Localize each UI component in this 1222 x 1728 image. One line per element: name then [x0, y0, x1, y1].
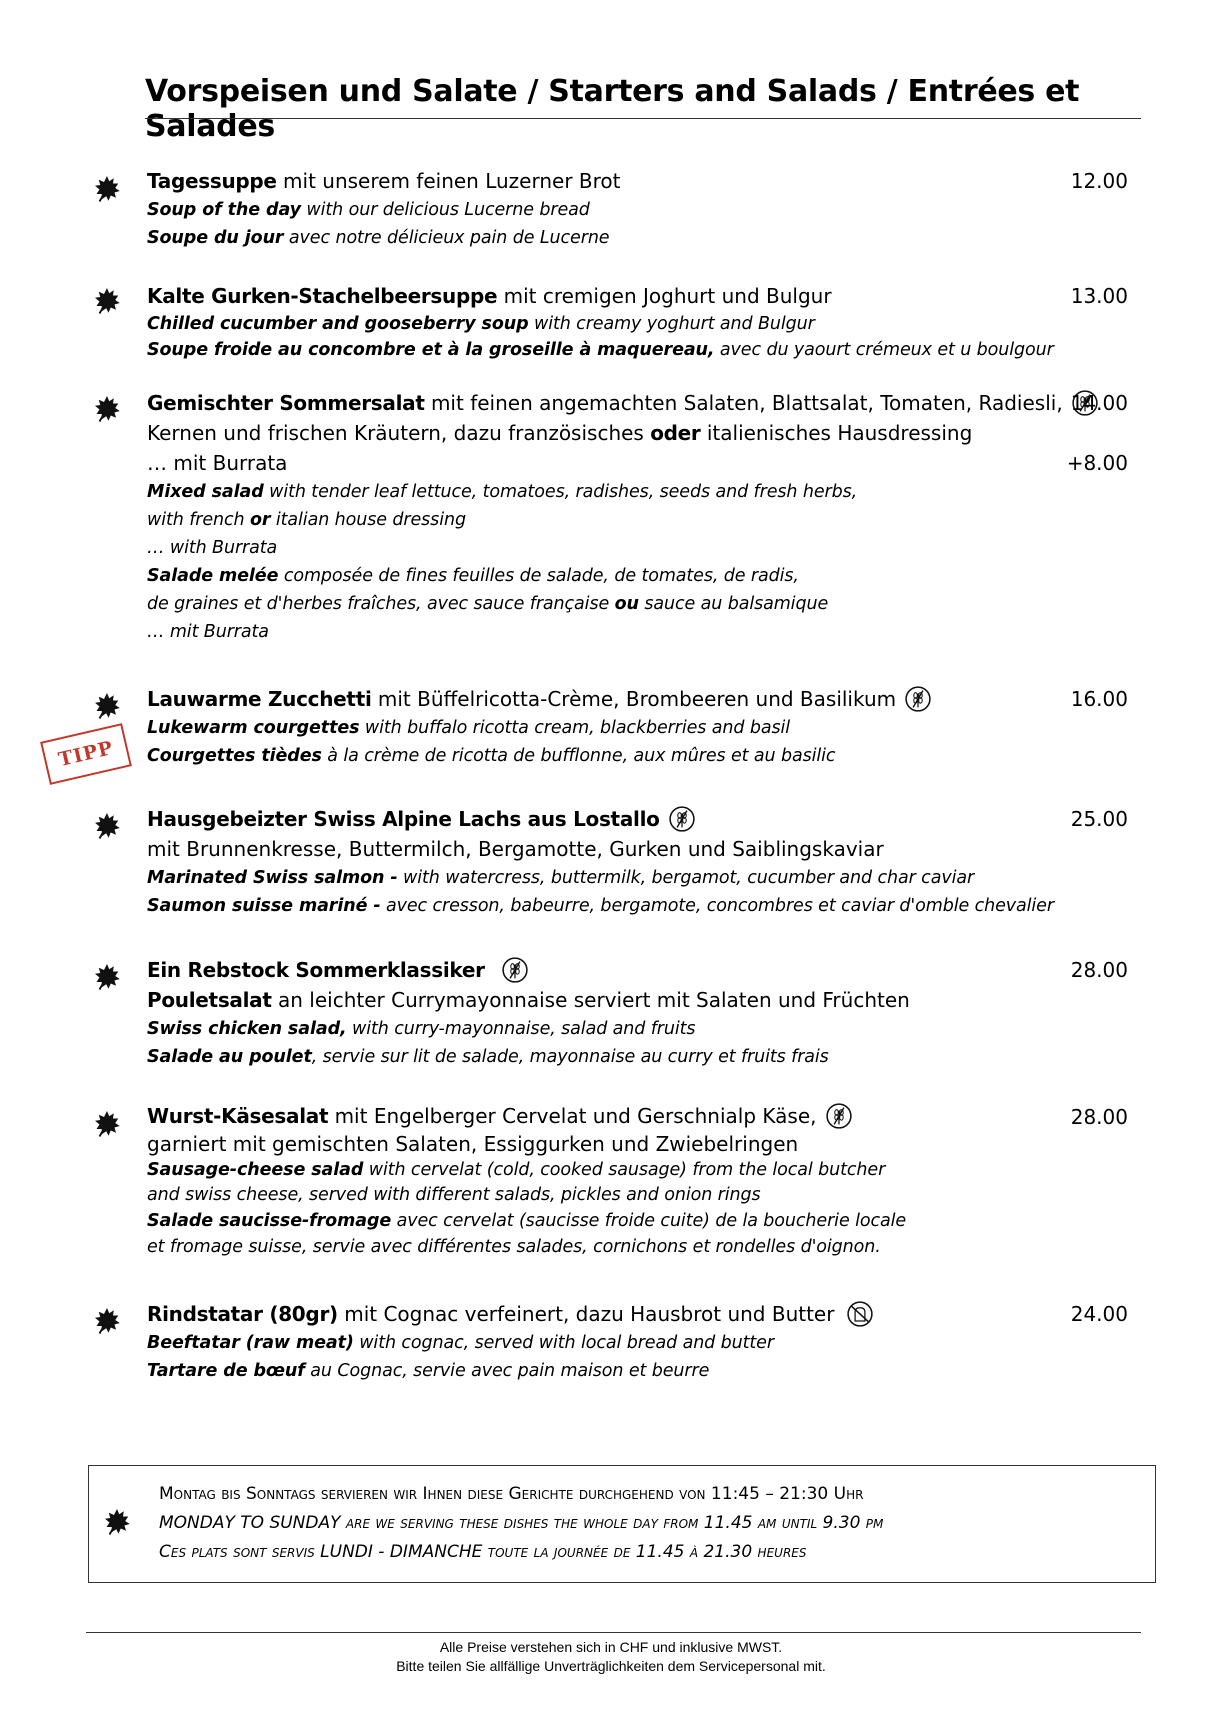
- dish-name-de: Hausgebeizter Swiss Alpine Lachs aus Lostallo: [147, 807, 660, 831]
- dish-desc-de: mit cremigen Joghurt und Bulgur: [497, 284, 832, 308]
- dish-name-de: Rindstatar (80gr): [147, 1302, 338, 1326]
- dish-desc-de: mit Cognac verfeinert, dazu Hausbrot und Butter: [337, 1302, 835, 1326]
- dish-name-fr: Soupe froide au concombre et à la groseille à maquereau,: [147, 340, 715, 360]
- dish-desc-fr-line2: de graines et d'herbes fraîches, avec sauce française: [147, 594, 615, 614]
- dish-price-extra: +8.00: [1066, 451, 1128, 475]
- dish-desc-de-line2-end: italienisches Hausdressing: [700, 421, 973, 445]
- gluten-free-icon: [668, 805, 696, 833]
- dish-name-en: Beeftatar (raw meat): [147, 1333, 354, 1353]
- page-title: Vorspeisen und Salate / Starters and Salads / Entrées et Salades: [145, 74, 1080, 144]
- dish-name-en: Sausage-cheese salad: [147, 1160, 364, 1180]
- dish-price: 24.00: [1070, 1302, 1128, 1326]
- dish-subname-de: Pouletsalat: [147, 988, 272, 1012]
- footer-divider: [86, 1632, 1141, 1633]
- dish-price: 14.00: [1070, 391, 1128, 415]
- dish-desc-fr: composée de fines feuilles de salade, de tomates, de radis,: [278, 566, 799, 586]
- dish-desc-en: with tender leaf lettuce, tomatoes, radishes, seeds and fresh herbs,: [263, 482, 858, 502]
- dish-name-de: Wurst-Käsesalat: [147, 1104, 329, 1128]
- tipp-stamp: TIPP: [40, 723, 132, 785]
- dish-desc-de-line2: mit Brunnenkresse, Buttermilch, Bergamotte, Gurken und Saiblingskaviar: [147, 837, 884, 861]
- dish-name-fr: Soupe du jour: [147, 228, 284, 248]
- dish-name-fr: Saumon suisse mariné -: [147, 896, 381, 916]
- dish-name-de: Tagessuppe: [147, 169, 277, 193]
- dish-desc-en-or: or: [249, 510, 271, 530]
- dish-desc-fr: avec cresson, babeurre, bergamote, concombres et caviar d'omble chevalier: [380, 896, 1054, 916]
- dish-desc-de-or: oder: [650, 421, 701, 445]
- dish-desc-en: with our delicious Lucerne bread: [300, 200, 590, 220]
- service-hours-box: [88, 1465, 1156, 1583]
- dish-price: 16.00: [1070, 687, 1128, 711]
- grape-leaf-icon: [92, 173, 122, 203]
- grape-leaf-icon: [92, 1108, 122, 1138]
- grape-leaf-icon: [92, 810, 122, 840]
- dish-name-en: Soup of the day: [147, 200, 301, 220]
- grape-leaf-icon: [92, 690, 122, 720]
- dish-name-fr: Salade saucisse-fromage: [147, 1211, 392, 1231]
- footer-prices-note: Alle Preise verstehen sich in CHF und inklusive MWST.: [439, 1639, 783, 1655]
- dish-desc-de: mit Engelberger Cervelat und Gerschnialp Käse,: [328, 1104, 817, 1128]
- hours-fr: Ces plats sont servis LUNDI - DIMANCHE toute la journée de 11.45 à 21.30 heures: [159, 1542, 807, 1562]
- dish-price: 28.00: [1070, 1105, 1128, 1129]
- grape-leaf-icon: [92, 961, 122, 991]
- dish-desc-fr: avec du yaourt crémeux et u boulgour: [714, 340, 1054, 360]
- grape-leaf-icon: [92, 393, 122, 423]
- dish-desc-fr: avec cervelat (saucisse froide cuite) de la boucherie locale: [391, 1211, 907, 1231]
- dish-desc-en: with curry-mayonnaise, salad and fruits: [346, 1019, 696, 1039]
- dish-desc-de: mit Büffelricotta-Crème, Brombeeren und Basilikum: [371, 687, 897, 711]
- dish-desc-fr-line2-end: sauce au balsamique: [638, 594, 829, 614]
- dish-name-en: Chilled cucumber and gooseberry soup: [147, 314, 529, 334]
- dish-name-en: Swiss chicken salad,: [147, 1019, 347, 1039]
- dish-price: 28.00: [1070, 958, 1128, 982]
- dish-price: 25.00: [1070, 807, 1128, 831]
- title-divider: [145, 118, 1141, 119]
- dish-option-de: … mit Burrata: [147, 451, 288, 475]
- dish-option-en: … with Burrata: [147, 538, 278, 558]
- dish-desc-en: with creamy yoghurt and Bulgur: [528, 314, 815, 334]
- dish-name-fr: Courgettes tièdes: [147, 746, 322, 766]
- dish-name-de: Gemischter Sommersalat: [147, 391, 425, 415]
- dish-desc-de-line2: garniert mit gemischten Salaten, Essiggurken und Zwiebelringen: [147, 1132, 799, 1156]
- no-gluten-bread-icon: [846, 1300, 874, 1328]
- dish-desc-en: with watercress, buttermilk, bergamot, cucumber and char caviar: [397, 868, 975, 888]
- footer-allergy-note: Bitte teilen Sie allfällige Unverträglichkeiten dem Servicepersonal mit.: [396, 1658, 826, 1674]
- dish-name-de: Lauwarme Zucchetti: [147, 687, 372, 711]
- dish-price: 12.00: [1070, 169, 1128, 193]
- dish-desc-en: with cognac, served with local bread and butter: [353, 1333, 774, 1353]
- gluten-free-icon: [825, 1102, 853, 1130]
- dish-name-fr: Salade melée: [147, 566, 279, 586]
- dish-name-fr: Salade au poulet: [147, 1047, 312, 1067]
- dish-name-en: Lukewarm courgettes: [147, 718, 360, 738]
- grape-leaf-icon: [92, 1305, 122, 1335]
- dish-desc-de-line2: Kernen und frischen Kräutern, dazu französisches: [147, 421, 651, 445]
- gluten-free-icon: [904, 685, 932, 713]
- dish-desc-de: mit feinen angemachten Salaten, Blattsalat, Tomaten, Radiesli,: [424, 391, 1063, 415]
- dish-desc-fr: , servie sur lit de salade, mayonnaise au curry et fruits frais: [311, 1047, 829, 1067]
- dish-option-fr: … mit Burrata: [147, 622, 269, 642]
- grape-leaf-icon: [102, 1506, 132, 1536]
- dish-name-en: Mixed salad: [147, 482, 264, 502]
- hours-en: MONDAY TO SUNDAY are we serving these dishes the whole day from 11.45 am until 9.30 pm: [159, 1513, 884, 1533]
- dish-desc-en-line2: and swiss cheese, served with different salads, pickles and onion rings: [147, 1185, 761, 1205]
- grape-leaf-icon: [92, 285, 122, 315]
- dish-desc-fr-line2: et fromage suisse, servie avec différentes salades, cornichons et rondelles d'oignon.: [147, 1237, 881, 1257]
- dish-price: 13.00: [1070, 284, 1128, 308]
- dish-desc-en: with buffalo ricotta cream, blackberries and basil: [359, 718, 791, 738]
- dish-desc-en: with cervelat (cold, cooked sausage) from the local butcher: [363, 1160, 886, 1180]
- dish-desc-fr: avec notre délicieux pain de Lucerne: [283, 228, 610, 248]
- hours-de: Montag bis Sonntags servieren wir Ihnen diese Gerichte durchgehend von 11:45 – 21:30 Uhr: [159, 1484, 864, 1504]
- dish-desc-de-line2: an leichter Currymayonnaise serviert mit Salaten und Früchten: [271, 988, 910, 1012]
- gluten-free-icon: [501, 956, 529, 984]
- dish-desc-en-line2-end: italian house dressing: [270, 510, 466, 530]
- dish-desc-fr: à la crème de ricotta de bufflonne, aux mûres et au basilic: [321, 746, 836, 766]
- dish-desc-fr: au Cognac, servie avec pain maison et beurre: [304, 1361, 710, 1381]
- dish-name-en: Marinated Swiss salmon -: [147, 868, 398, 888]
- dish-name-fr: Tartare de bœuf: [147, 1361, 305, 1381]
- dish-desc-fr-or: ou: [614, 594, 639, 614]
- dish-desc-en-line2: with french: [147, 510, 250, 530]
- dish-name-de: Ein Rebstock Sommerklassiker: [147, 958, 485, 982]
- dish-name-de: Kalte Gurken-Stachelbeersuppe: [147, 284, 498, 308]
- dish-desc-de: mit unserem feinen Luzerner Brot: [276, 169, 621, 193]
